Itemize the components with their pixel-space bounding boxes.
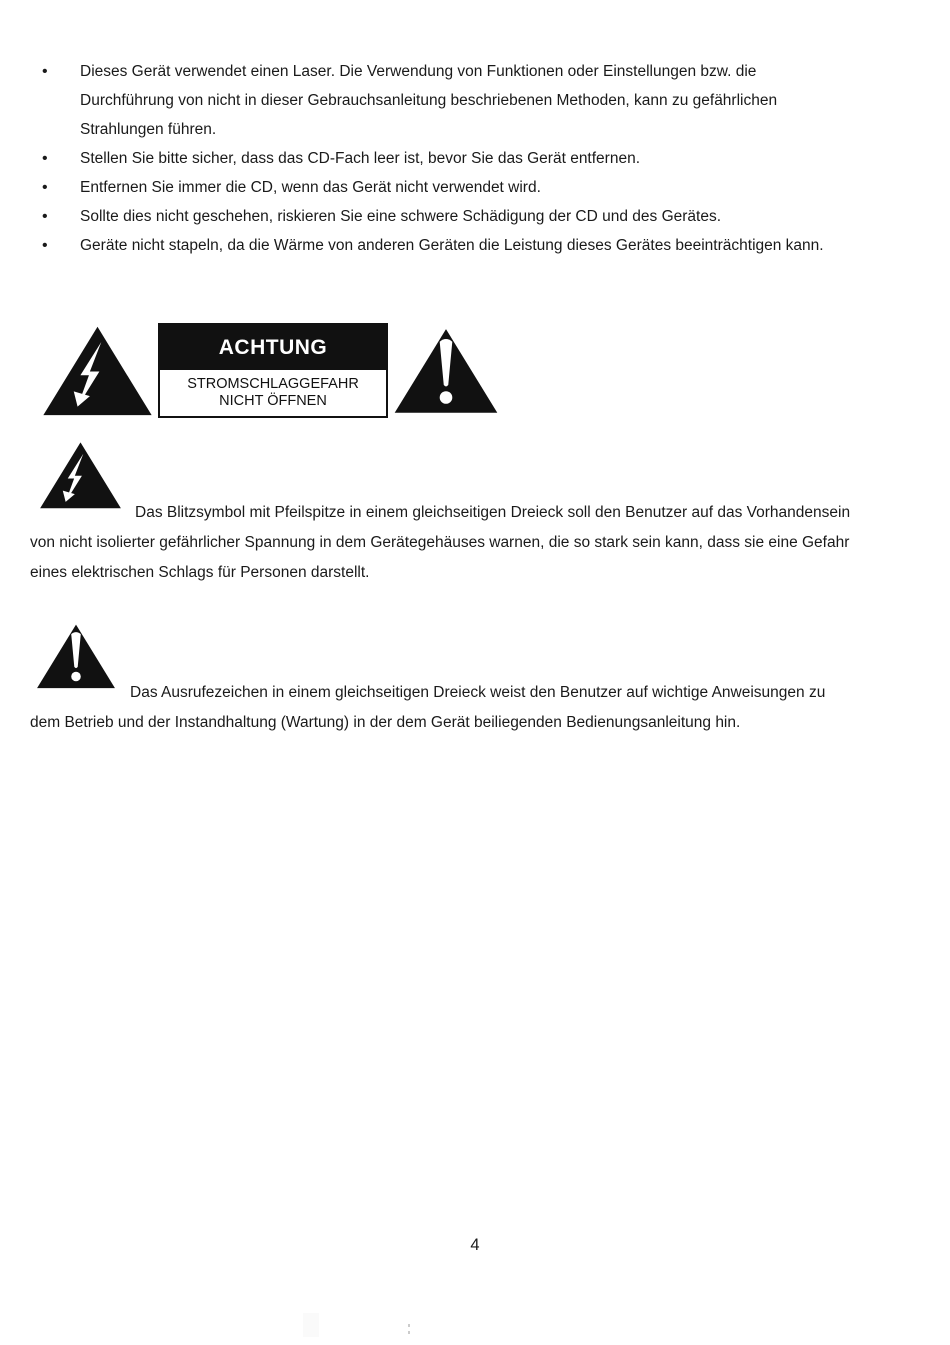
lightning-triangle-icon	[40, 323, 155, 418]
exclamation-note-text: Das Ausrufezeichen in einem gleichseitigen Dreieck weist den Benutzer auf wichtige Anweisungen zu dem Betrieb und der Instandhaltung (Wartung) in der dem Gerät beiliegenden Bedienungsanleitung hin.	[30, 684, 826, 731]
exclamation-triangle-icon	[392, 323, 500, 418]
bullet-item: • Sollte dies nicht geschehen, riskieren Sie eine schwere Schädigung der CD und des Gerätes.	[40, 202, 840, 231]
scan-artifact	[303, 1313, 319, 1337]
lightning-note-text: Das Blitzsymbol mit Pfeilspitze in einem gleichseitigen Dreieck soll den Benutzer auf das Vorhandensein von nicht isolierter gefährlicher Spannung in dem Gerätegehäuses warnen, die so stark sein kann, dass sie eine Gefahr eines elektrischen Schlags für Personen darstellt.	[30, 504, 851, 581]
bullet-item: • Stellen Sie bitte sicher, dass das CD-Fach leer ist, bevor Sie das Gerät entfernen.	[40, 144, 840, 173]
bullet-item: • Entfernen Sie immer die CD, wenn das Gerät nicht verwendet wird.	[40, 173, 840, 202]
caution-title: ACHTUNG	[160, 325, 386, 370]
caution-subtitle	[160, 370, 386, 416]
caution-subtitle-line1: STROMSCHLAGGEFAHR	[187, 376, 359, 392]
caution-subtitle-line2: NICHT ÖFFNEN	[219, 393, 327, 409]
bullet-item: • Geräte nicht stapeln, da die Wärme von anderen Geräten die Leistung dieses Gerätes beeinträchtigen kann.	[40, 231, 840, 260]
safety-bullet-list	[40, 57, 840, 260]
bullet-item: • Dieses Gerät verwendet einen Laser. Die Verwendung von Funktionen oder Einstellungen bzw. die Durchführung von nicht in dieser Gebrauchsanleitung beschriebenen Methoden, kann zu gefährlichen Strahlungen führen.	[40, 57, 840, 144]
warning-graphic	[40, 323, 500, 418]
caution-box	[158, 323, 388, 418]
scan-artifact	[408, 1324, 410, 1334]
page-number: 4	[470, 1236, 480, 1254]
